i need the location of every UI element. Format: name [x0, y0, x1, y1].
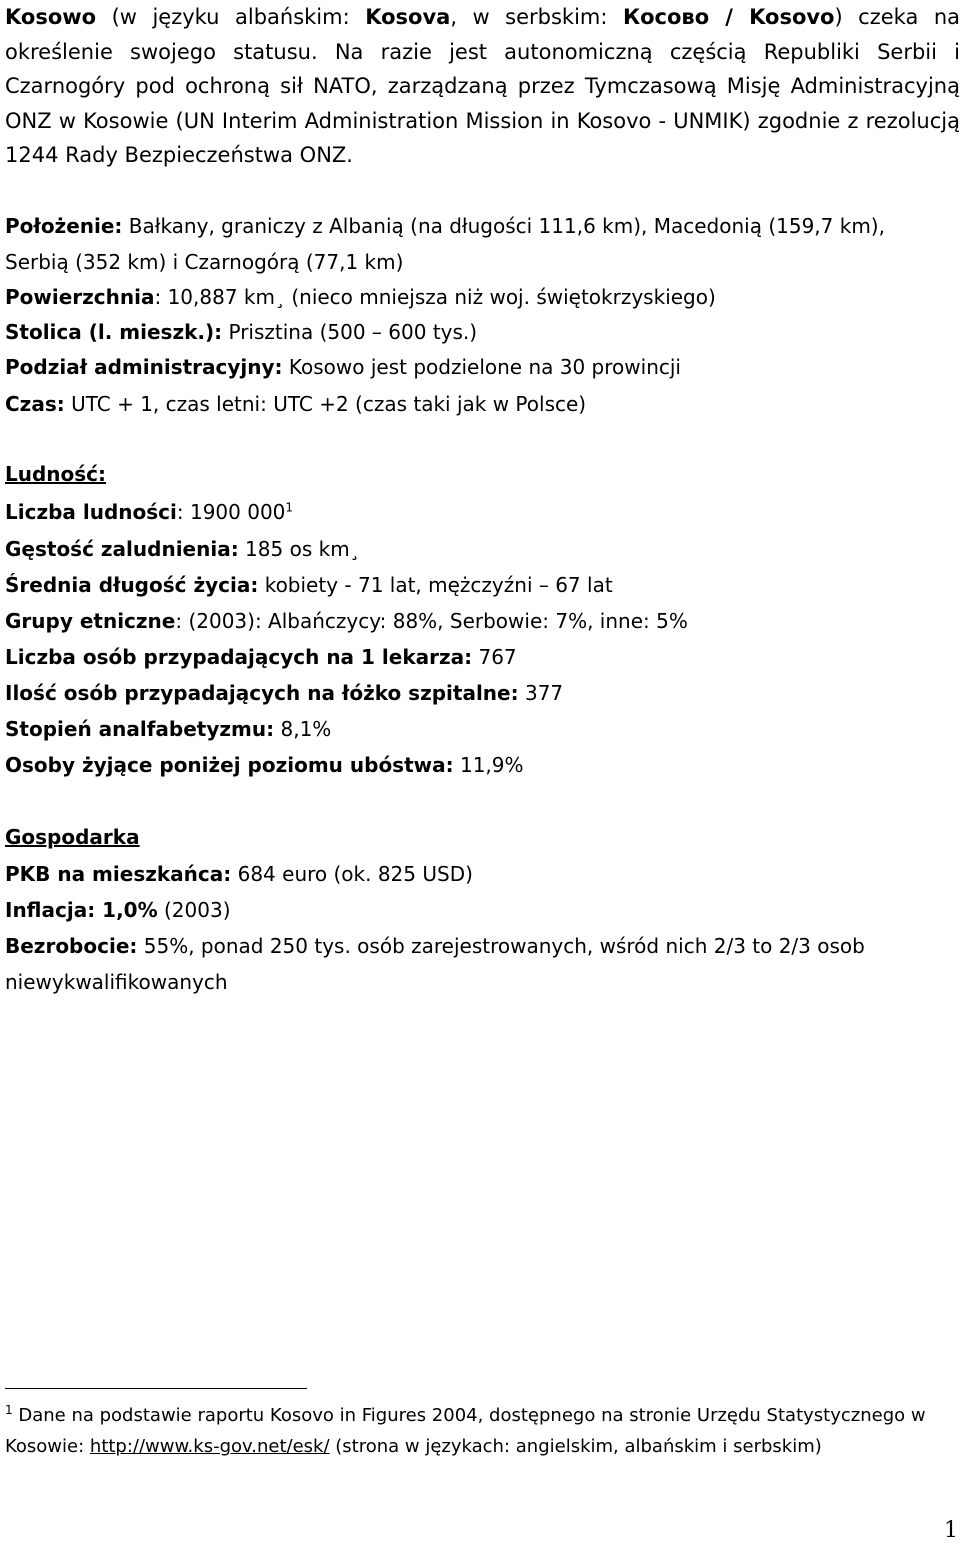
fact-label: Stolica (l. mieszk.):: [5, 320, 223, 344]
footnote-text: Dane na podstawie raportu Kosovo in Figures 2004, dostępnego na stronie Urzędu Statystycznego w Kosowie:: [5, 1405, 926, 1457]
fact-label: Grupy etniczne: [5, 609, 176, 633]
fact-label: Osoby żyjące poniżej poziomu ubóstwa:: [5, 753, 454, 777]
fact-label: PKB na mieszkańca:: [5, 862, 232, 886]
inflation: [5, 895, 955, 925]
illiteracy-rate: [5, 714, 955, 744]
footnote-ref: 1: [285, 500, 294, 515]
footnote-marker: 1: [5, 1403, 13, 1417]
population-count: [5, 497, 955, 527]
fact-value: : (2003): Albańczycy: 88%, Serbowie: 7%, inne: 5%: [175, 609, 688, 633]
fact-value: 767: [472, 645, 517, 669]
intro-text-1: (w języku albańskim:: [96, 5, 366, 29]
name-serbian-cyrillic: Косово: [622, 5, 710, 29]
fact-label: Czas:: [5, 392, 65, 416]
intro-text-2: , w serbskim:: [450, 5, 623, 29]
fact-value: 185 os km¸: [238, 537, 360, 561]
fact-value: kobiety - 71 lat, mężczyźni – 67 lat: [258, 573, 613, 597]
people-per-hospital-bed: [5, 678, 955, 708]
name-albanian: Kosova: [365, 5, 451, 29]
fact-time: [5, 389, 955, 419]
fact-capital: [5, 317, 955, 347]
page-number: 1: [944, 1518, 958, 1543]
fact-label: Liczba osób przypadających na 1 lekarza:: [5, 645, 473, 669]
fact-area: [5, 282, 955, 312]
location-value: Bałkany, graniczy z Albanią (na długości 111,6 km), Macedonią (159,7 km), Serbią (352 km) i Czarnogórą (77,1 km): [5, 214, 885, 274]
name-serbian-latin: Kosovo: [749, 5, 835, 29]
unemployment: [5, 928, 955, 1000]
fact-label: Inflacja: 1,0%: [5, 898, 158, 922]
footnote-text-end: (strona w językach: angielskim, albańskim i serbskim): [329, 1436, 822, 1457]
footnote-divider: [5, 1388, 307, 1389]
people-per-doctor: [5, 642, 955, 672]
fact-label: Gęstość zaludnienia:: [5, 537, 239, 561]
fact-value: 8,1%: [274, 717, 332, 741]
fact-value: Kosowo jest podzielone na 30 prowincji: [282, 355, 681, 379]
fact-label: Średnia długość życia:: [5, 573, 259, 597]
location-row: [5, 208, 955, 280]
fact-label: Bezrobocie:: [5, 934, 138, 958]
footnote-link[interactable]: http://www.ks-gov.net/esk/: [89, 1436, 330, 1457]
intro-paragraph: [5, 0, 960, 173]
fact-value: 55%, ponad 250 tys. osób zarejestrowanych, wśród nich 2/3 to 2/3 osob niewykwalifikowanych: [5, 934, 865, 994]
fact-label: Stopień analfabetyzmu:: [5, 717, 275, 741]
fact-label: Ilość osób przypadających na łóżko szpitalne:: [5, 681, 519, 705]
fact-label: Liczba ludności: [5, 500, 177, 524]
fact-value: 11,9%: [453, 753, 524, 777]
footnote: [5, 1400, 957, 1462]
fact-value: : 1900 000: [176, 500, 286, 524]
fact-value: : 10,887 km¸ (nieco mniejsza niż woj. świętokrzyskiego): [154, 285, 716, 309]
fact-value: 684 euro (ok. 825 USD): [231, 862, 473, 886]
life-expectancy: [5, 570, 955, 600]
intro-text-3: ) czeka na określenie swojego statusu. Na razie jest autonomiczną częścią Republiki Serbii i Czarnogóry pod ochroną sił NATO, zarządzaną przez Tymczasową Misję Administracyjną ONZ w Kosowie (UN Interim Administration Mission in Kosovo - UNMIK) zgodnie z rezolucją 1244 Rady Bezpieczeństwa ONZ.: [5, 5, 960, 167]
population-density: [5, 534, 955, 564]
fact-value: Prisztina (500 – 600 tys.): [222, 320, 478, 344]
gdp-per-capita: [5, 859, 955, 889]
name-separator: /: [709, 5, 750, 29]
fact-value: 377: [518, 681, 564, 705]
name-polish: Kosowo: [5, 5, 97, 29]
poverty-rate: [5, 750, 955, 780]
population-heading: Ludność:: [5, 462, 107, 486]
fact-value: (2003): [157, 898, 231, 922]
fact-admin-division: [5, 352, 955, 382]
fact-label: Podział administracyjny:: [5, 355, 283, 379]
location-label: Położenie:: [5, 214, 123, 238]
economy-heading: Gospodarka: [5, 825, 140, 849]
ethnic-groups: [5, 606, 955, 636]
fact-label: Powierzchnia: [5, 285, 155, 309]
fact-value: UTC + 1, czas letni: UTC +2 (czas taki jak w Polsce): [64, 392, 587, 416]
